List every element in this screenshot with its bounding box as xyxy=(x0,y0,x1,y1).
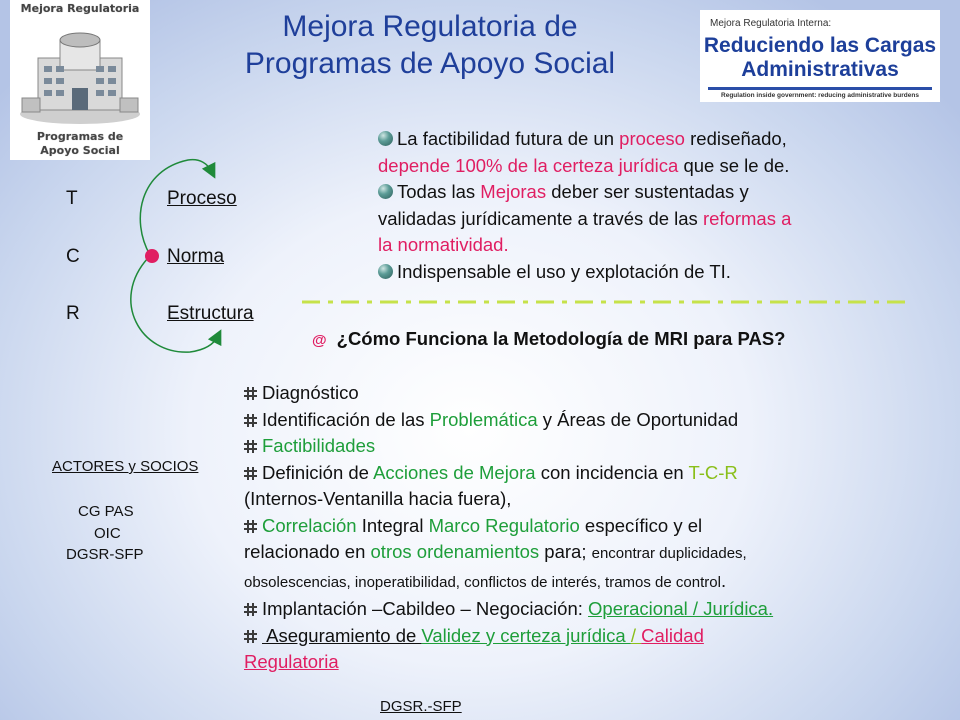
bullet-ball-icon xyxy=(378,264,393,279)
logo-right-subtitle: Regulation inside government: reducing administrative burdens xyxy=(721,92,919,99)
question-heading xyxy=(312,328,785,350)
b1-text-a: La factibilidad futura de un xyxy=(397,128,620,149)
question-text: ¿Cómo Funciona la Metodología de MRI para PAS? xyxy=(336,328,786,349)
step-5-a: Integral xyxy=(356,514,429,536)
b1-text-c: que se le de. xyxy=(678,154,790,176)
actor-item: CG PAS xyxy=(78,503,134,520)
b1-text-proceso: proceso xyxy=(619,128,685,149)
step-6-a: Implantación –Cabildeo – Negociación: xyxy=(262,598,589,619)
actor-item: DGSR-SFP xyxy=(66,546,144,563)
step-5 xyxy=(244,513,934,597)
step-2-a: Identificación de las xyxy=(262,408,430,430)
page-title xyxy=(180,8,680,82)
step-1-text: Diagnóstico xyxy=(262,382,359,403)
hash-bullet-icon xyxy=(244,467,257,480)
mejora-regulatoria-logo xyxy=(10,0,150,160)
tcr-label-norma: Norma xyxy=(167,246,225,267)
tcr-letter-t: T xyxy=(66,188,78,209)
hash-bullet-icon xyxy=(244,387,257,400)
b2-text-a: Todas las xyxy=(397,181,481,202)
step-5-d: para; xyxy=(539,541,592,562)
bullet-ball-icon xyxy=(378,131,393,146)
logo-left-top-text: Mejora Regulatoria xyxy=(20,2,140,15)
b2-text-reformas: reformas a xyxy=(702,207,792,229)
b2-text-b: deber ser sustentadas y xyxy=(546,181,749,202)
step-4-b: con incidencia en xyxy=(535,461,689,483)
step-7-validez: Validez y certeza jurídica xyxy=(421,624,631,646)
step-1 xyxy=(244,380,934,407)
hash-bullet-icon xyxy=(244,440,257,453)
step-2-b: y Áreas de Oportunidad xyxy=(537,408,739,430)
actors-heading-text: ACTORES y SOCIOS xyxy=(52,458,199,475)
step-7 xyxy=(244,623,934,676)
dashed-divider xyxy=(302,300,905,304)
step-6-operacional: Operacional / Jurídica. xyxy=(588,598,774,619)
step-5-e: encontrar duplicidades, xyxy=(591,545,747,562)
title-line1: Mejora Regulatoria de xyxy=(282,10,578,43)
step-7-slash: / xyxy=(630,624,642,646)
step-4 xyxy=(244,460,934,513)
b2-text-mejoras: Mejoras xyxy=(480,181,547,202)
step-7-a: Aseguramiento de xyxy=(262,624,422,646)
b1-text-b: rediseñado, xyxy=(684,128,787,149)
norma-dot xyxy=(145,249,159,263)
building-icon xyxy=(10,18,150,128)
bullet-3 xyxy=(378,259,938,286)
title-line2: Programas de Apoyo Social xyxy=(244,47,616,80)
footer-label xyxy=(380,698,462,715)
step-2 xyxy=(244,407,934,434)
step-5-otros: otros ordenamientos xyxy=(370,541,540,562)
step-7-regulatoria: Regulatoria xyxy=(244,651,339,672)
step-2-problematica: Problemática xyxy=(429,408,538,430)
tcr-label-estructura: Estructura xyxy=(167,303,254,324)
step-7-calidad: Calidad xyxy=(641,624,704,646)
step-5-correlacion: Correlación xyxy=(262,514,357,536)
logo-left-bottom-line1: Programas de xyxy=(36,130,124,143)
bullet-ball-icon xyxy=(378,184,393,199)
bullet-1 xyxy=(378,126,938,179)
bullet-list xyxy=(378,126,938,285)
steps-list xyxy=(244,380,934,676)
footer-text: DGSR.-SFP xyxy=(380,698,462,715)
step-6 xyxy=(244,596,934,623)
hash-bullet-icon xyxy=(244,520,257,533)
logo-right-top: Mejora Regulatoria Interna: xyxy=(710,18,832,29)
b2-text-c: validadas jurídicamente a través de las xyxy=(378,207,703,229)
step-5-g: . xyxy=(720,569,727,591)
step-3-text: Factibilidades xyxy=(262,435,376,456)
step-4-tcr: T-C-R xyxy=(688,461,738,483)
step-5-marco: Marco Regulatorio xyxy=(428,514,580,536)
step-5-b: específico y el xyxy=(579,514,703,536)
tcr-label-proceso: Proceso xyxy=(167,188,237,209)
bullet-2 xyxy=(378,179,938,259)
logo-left-bottom-line2: Apoyo Social xyxy=(40,144,120,157)
reduciendo-cargas-logo xyxy=(700,10,940,102)
at-sign-icon: @ xyxy=(312,332,327,349)
b2-text-normatividad: la normatividad. xyxy=(378,234,509,255)
b1-text-depende: depende 100% de la certeza jurídica xyxy=(378,154,679,176)
logo-right-line1: Reduciendo las Cargas xyxy=(703,34,937,57)
step-4-acciones: Acciones de Mejora xyxy=(373,461,536,483)
hash-bullet-icon xyxy=(244,414,257,427)
step-4-a: Definición de xyxy=(262,461,374,483)
step-5-f: obsolescencias, inoperatibilidad, conflictos de interés, tramos de control xyxy=(244,573,721,591)
hash-bullet-icon xyxy=(244,603,257,616)
actor-item: OIC xyxy=(94,525,121,542)
hash-bullet-icon xyxy=(244,630,257,643)
step-3 xyxy=(244,433,934,460)
b3-text: Indispensable el uso y explotación de TI. xyxy=(397,260,731,282)
step-4-c: (Internos-Ventanilla hacia fuera), xyxy=(244,488,512,509)
tcr-letter-r: R xyxy=(66,303,80,324)
logo-right-line2: Administrativas xyxy=(741,58,899,81)
step-5-c: relacionado en xyxy=(244,541,371,562)
logo-right-bar xyxy=(708,87,932,90)
actors-heading xyxy=(52,458,198,475)
logo-right-main xyxy=(700,34,940,82)
tcr-letter-c: C xyxy=(66,246,80,267)
